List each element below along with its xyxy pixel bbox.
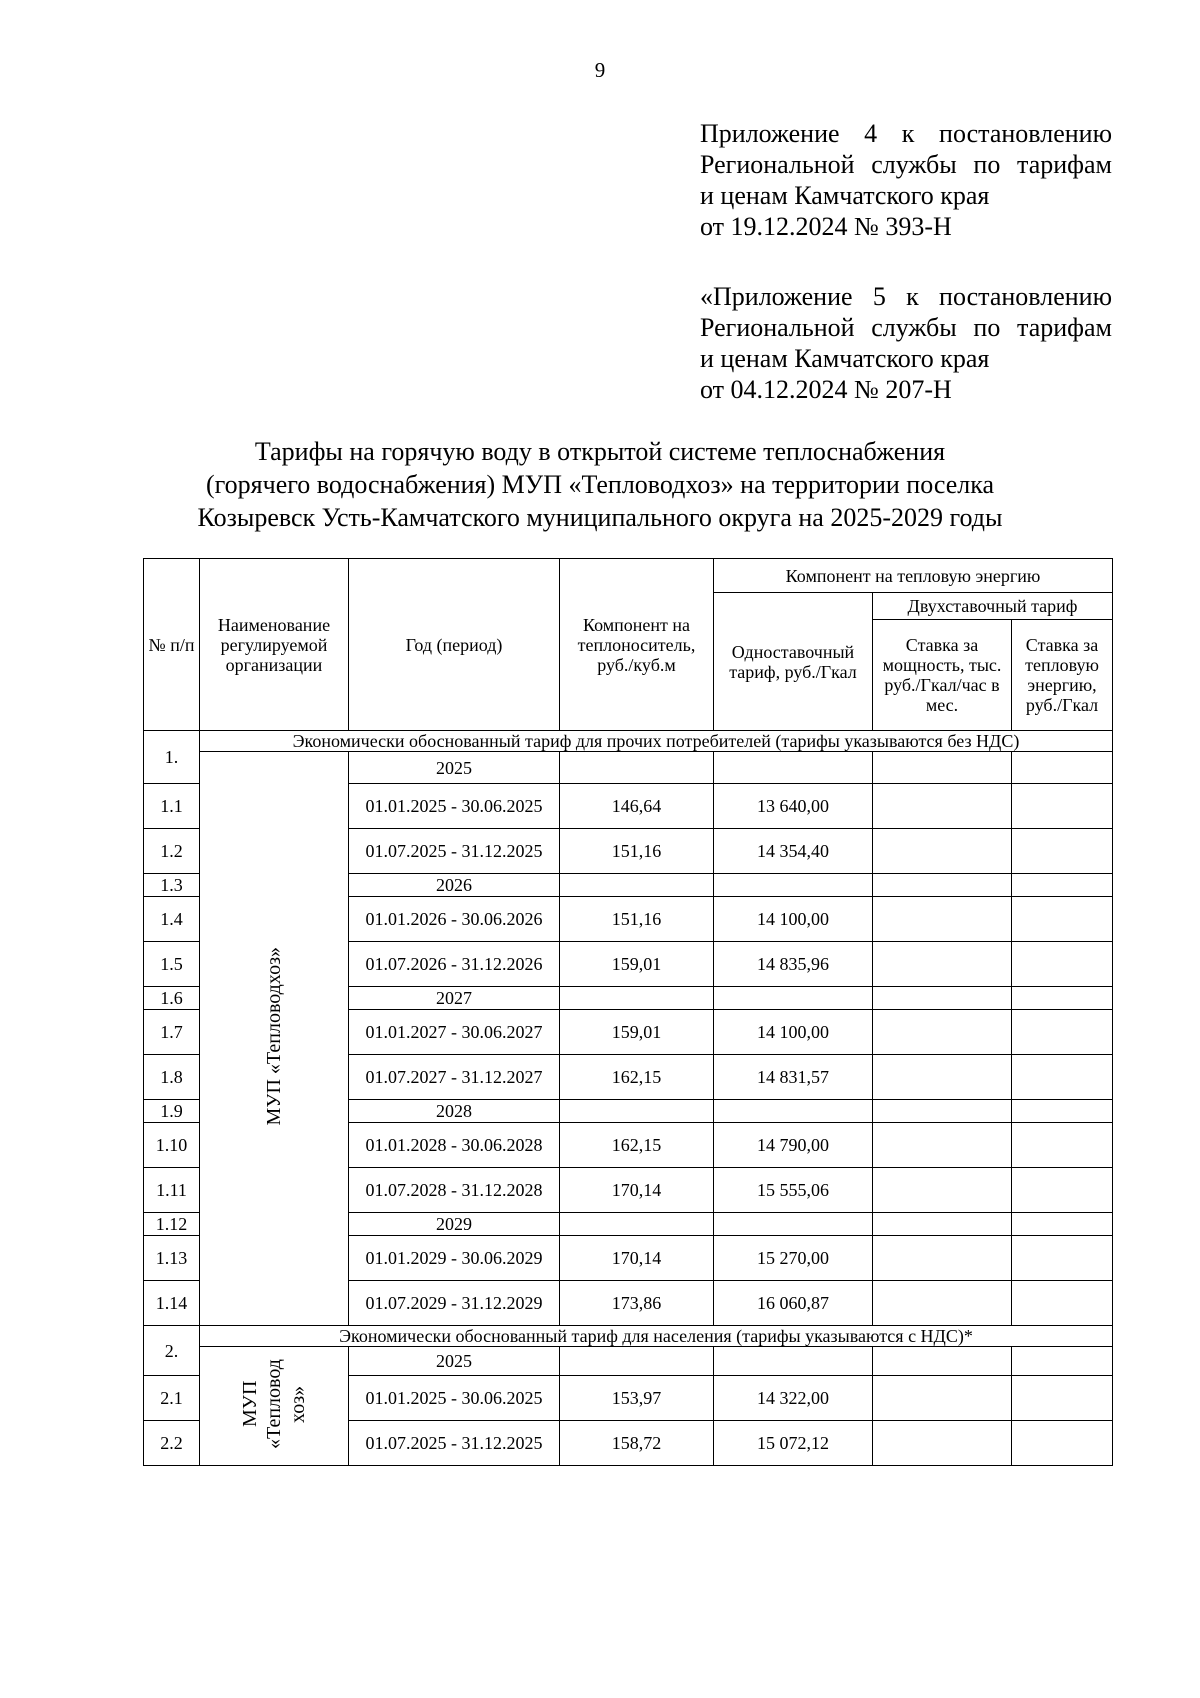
document-title: [0, 435, 1200, 534]
header-capacity-rate: Ставка за мощность, тыс. руб./Гкал/час в мес.: [873, 620, 1012, 731]
energy-rate: [1012, 874, 1113, 897]
energy-rate: [1012, 1213, 1113, 1236]
energy-rate: [1012, 1236, 1113, 1281]
energy-rate: [1012, 1281, 1113, 1326]
capacity-rate: [873, 1213, 1012, 1236]
carrier-component: 162,15: [560, 1123, 714, 1168]
carrier-component: [560, 874, 714, 897]
period: 2029: [349, 1213, 560, 1236]
capacity-rate: [873, 897, 1012, 942]
period: 01.07.2026 - 31.12.2026: [349, 942, 560, 987]
single-rate: 15 270,00: [714, 1236, 873, 1281]
single-rate: [714, 752, 873, 784]
row-number: 1.1: [144, 784, 200, 829]
capacity-rate: [873, 987, 1012, 1010]
capacity-rate: [873, 1010, 1012, 1055]
section-title: Экономически обоснованный тариф для населения (тарифы указываются с НДС)*: [200, 1326, 1113, 1347]
row-number: 1.13: [144, 1236, 200, 1281]
title-line: Козыревск Усть-Камчатского муниципального округа на 2025-2029 годы: [197, 503, 1003, 532]
appendix-line: Региональной службы по тарифам: [700, 150, 1112, 179]
energy-rate: [1012, 1421, 1113, 1466]
single-rate: [714, 874, 873, 897]
row-number: 1.8: [144, 1055, 200, 1100]
energy-rate: [1012, 1010, 1113, 1055]
row-number: 1.14: [144, 1281, 200, 1326]
row-number: 1.9: [144, 1100, 200, 1123]
row-number: 2.2: [144, 1421, 200, 1466]
organization-label: МУП «Тепловодхоз»: [263, 947, 285, 1126]
section-header-row: [144, 731, 1113, 752]
appendix-reference-original: [700, 281, 1112, 405]
single-rate: 14 100,00: [714, 1010, 873, 1055]
energy-rate: [1012, 1168, 1113, 1213]
row-number: 1.2: [144, 829, 200, 874]
capacity-rate: [873, 1168, 1012, 1213]
header-energy-component: Компонент на тепловую энергию: [714, 559, 1113, 593]
appendix-reference-current: [700, 118, 1112, 242]
energy-rate: [1012, 987, 1113, 1010]
section-number: 2.: [144, 1326, 200, 1376]
row-number: 1.6: [144, 987, 200, 1010]
header-energy-rate: Ставка за тепловую энергию, руб./Гкал: [1012, 620, 1113, 731]
single-rate: 15 555,06: [714, 1168, 873, 1213]
energy-rate: [1012, 942, 1113, 987]
period: 01.07.2025 - 31.12.2025: [349, 829, 560, 874]
capacity-rate: [873, 1376, 1012, 1421]
period: 01.01.2029 - 30.06.2029: [349, 1236, 560, 1281]
period: 01.07.2029 - 31.12.2029: [349, 1281, 560, 1326]
row-number: 1.11: [144, 1168, 200, 1213]
row-number: 1.5: [144, 942, 200, 987]
carrier-component: 151,16: [560, 897, 714, 942]
carrier-component: 170,14: [560, 1168, 714, 1213]
single-rate: [714, 1213, 873, 1236]
carrier-component: 159,01: [560, 942, 714, 987]
period: 2025: [349, 752, 560, 784]
section-header-row: [144, 1326, 1113, 1347]
row-number: 1.10: [144, 1123, 200, 1168]
title-line: (горячего водоснабжения) МУП «Тепловодхоз» на территории поселка: [206, 470, 994, 499]
carrier-component: [560, 987, 714, 1010]
carrier-component: [560, 1347, 714, 1376]
organization-name: [200, 1347, 349, 1466]
organization-label: МУП «Тепловод хоз»: [239, 1359, 309, 1449]
period: 01.01.2025 - 30.06.2025: [349, 784, 560, 829]
carrier-component: 162,15: [560, 1055, 714, 1100]
row-number: 1.4: [144, 897, 200, 942]
capacity-rate: [873, 1123, 1012, 1168]
carrier-component: [560, 1213, 714, 1236]
capacity-rate: [873, 1055, 1012, 1100]
period: 01.01.2026 - 30.06.2026: [349, 897, 560, 942]
capacity-rate: [873, 829, 1012, 874]
appendix-line: от 04.12.2024 № 207-Н: [700, 375, 952, 404]
energy-rate: [1012, 784, 1113, 829]
carrier-component: [560, 1100, 714, 1123]
energy-rate: [1012, 897, 1113, 942]
capacity-rate: [873, 1347, 1012, 1376]
single-rate: 14 831,57: [714, 1055, 873, 1100]
capacity-rate: [873, 752, 1012, 784]
period: 01.07.2027 - 31.12.2027: [349, 1055, 560, 1100]
energy-rate: [1012, 1100, 1113, 1123]
appendix-line: и ценам Камчатского края: [700, 181, 990, 210]
row-number: 1.12: [144, 1213, 200, 1236]
capacity-rate: [873, 1236, 1012, 1281]
section-title: Экономически обоснованный тариф для прочих потребителей (тарифы указываются без НДС): [200, 731, 1113, 752]
single-rate: [714, 1347, 873, 1376]
period: 2027: [349, 987, 560, 1010]
period: 01.01.2028 - 30.06.2028: [349, 1123, 560, 1168]
carrier-component: 159,01: [560, 1010, 714, 1055]
row-number: 1.7: [144, 1010, 200, 1055]
period: 2028: [349, 1100, 560, 1123]
period: 2026: [349, 874, 560, 897]
appendix-line: и ценам Камчатского края: [700, 344, 990, 373]
single-rate: 16 060,87: [714, 1281, 873, 1326]
period: 01.01.2027 - 30.06.2027: [349, 1010, 560, 1055]
single-rate: [714, 1100, 873, 1123]
energy-rate: [1012, 1347, 1113, 1376]
period: 01.07.2025 - 31.12.2025: [349, 1421, 560, 1466]
header-two-rate: Двухставочный тариф: [873, 593, 1113, 620]
carrier-component: [560, 752, 714, 784]
capacity-rate: [873, 1421, 1012, 1466]
single-rate: 15 072,12: [714, 1421, 873, 1466]
carrier-component: 153,97: [560, 1376, 714, 1421]
capacity-rate: [873, 1100, 1012, 1123]
single-rate: 14 835,96: [714, 942, 873, 987]
carrier-component: 158,72: [560, 1421, 714, 1466]
single-rate: 13 640,00: [714, 784, 873, 829]
period: 2025: [349, 1347, 560, 1376]
carrier-component: 151,16: [560, 829, 714, 874]
single-rate: 14 354,40: [714, 829, 873, 874]
row-number: 1.3: [144, 874, 200, 897]
header-num: № п/п: [144, 559, 200, 731]
single-rate: 14 790,00: [714, 1123, 873, 1168]
table-row: [144, 752, 1113, 784]
single-rate: [714, 987, 873, 1010]
appendix-line: Региональной службы по тарифам: [700, 313, 1112, 342]
energy-rate: [1012, 752, 1113, 784]
period: 01.07.2028 - 31.12.2028: [349, 1168, 560, 1213]
table-row: [144, 1347, 1113, 1376]
page-number: 9: [594, 58, 606, 82]
header-period: Год (период): [349, 559, 560, 731]
energy-rate: [1012, 1055, 1113, 1100]
section-number: 1.: [144, 731, 200, 784]
energy-rate: [1012, 1376, 1113, 1421]
capacity-rate: [873, 874, 1012, 897]
single-rate: 14 100,00: [714, 897, 873, 942]
title-line: Тарифы на горячую воду в открытой системе теплоснабжения: [254, 437, 946, 466]
capacity-rate: [873, 784, 1012, 829]
header-single-rate: Одноставочный тариф, руб./Гкал: [714, 593, 873, 731]
period: 01.01.2025 - 30.06.2025: [349, 1376, 560, 1421]
header-carrier-component: Компонент на теплоноситель, руб./куб.м: [560, 559, 714, 731]
carrier-component: 170,14: [560, 1236, 714, 1281]
appendix-line: от 19.12.2024 № 393-Н: [700, 212, 952, 241]
energy-rate: [1012, 1123, 1113, 1168]
row-number: 2.1: [144, 1376, 200, 1421]
tariffs-table: [143, 558, 1113, 1466]
appendix-line: Приложение 4 к постановлению: [700, 119, 1112, 148]
organization-name: [200, 752, 349, 1326]
carrier-component: 146,64: [560, 784, 714, 829]
capacity-rate: [873, 1281, 1012, 1326]
capacity-rate: [873, 942, 1012, 987]
single-rate: 14 322,00: [714, 1376, 873, 1421]
energy-rate: [1012, 829, 1113, 874]
appendix-line: «Приложение 5 к постановлению: [700, 282, 1112, 311]
carrier-component: 173,86: [560, 1281, 714, 1326]
header-organization: Наименование регулируемой организации: [200, 559, 349, 731]
